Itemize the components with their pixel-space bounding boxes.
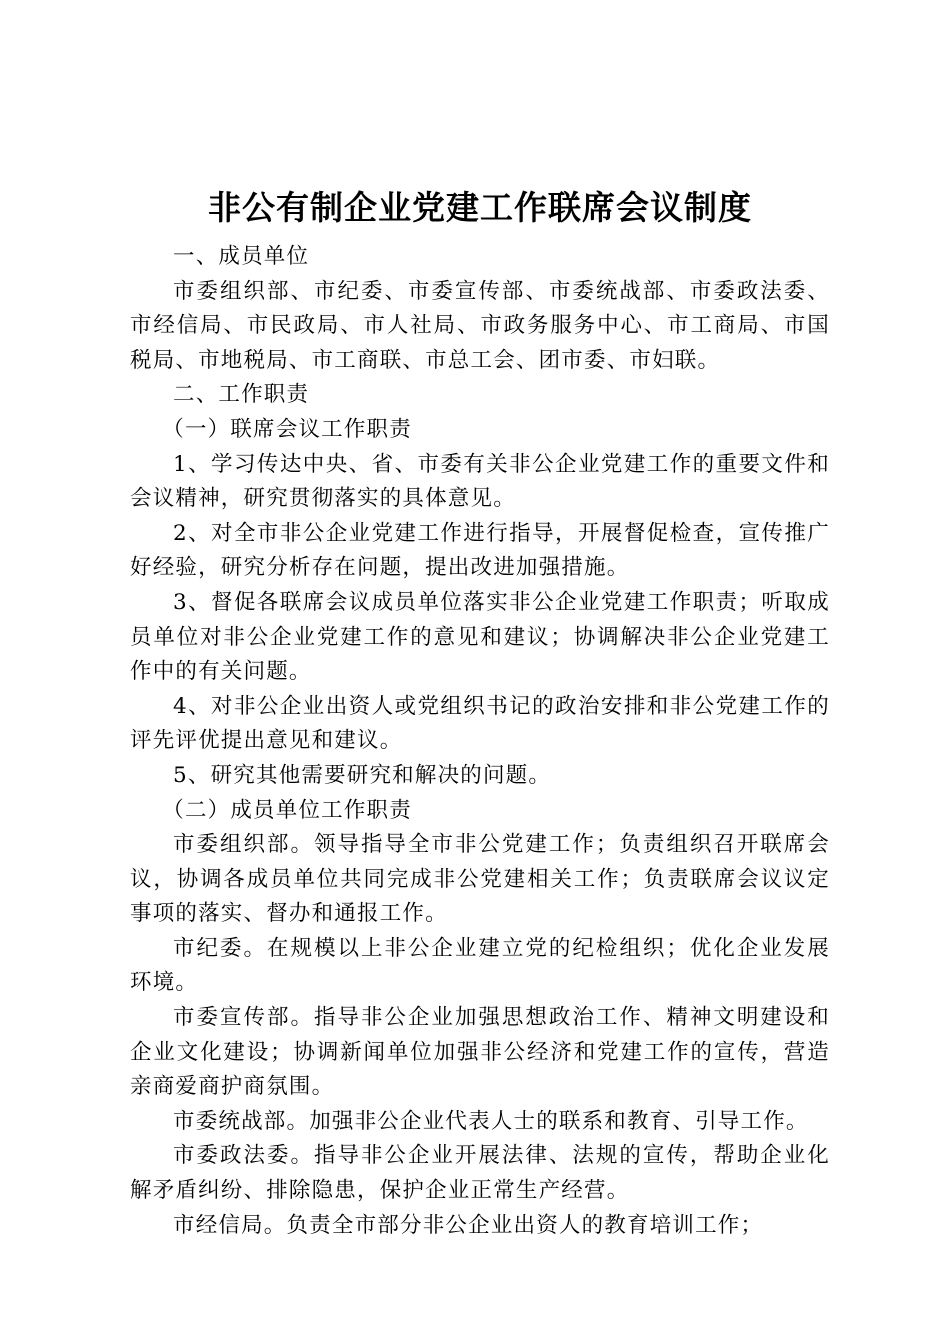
paragraph-section-2-heading: 二、工作职责 [173,382,310,408]
document-page [130,180,830,1243]
paragraph-discipline-commission: 市纪委。在规模以上非公企业建立党的纪检组织；优化企业发展环境。 [130,935,830,996]
paragraph-duty-3: 3、督促各联席会议成员单位落实非公企业党建工作职责；听取成员单位对非公企业党建工作的意见和建议；协调解决非公企业党建工作中的有关问题。 [130,589,830,685]
paragraph-member-units: 市委组织部、市纪委、市委宣传部、市委统战部、市委政法委、市经信局、市民政局、市人社局、市政务服务中心、市工商局、市国税局、市地税局、市工商联、市总工会、团市委、市妇联。 [130,278,830,373]
paragraph-section-1-heading: 一、成员单位 [173,244,310,269]
paragraph-duty-1: 1、学习传达中央、省、市委有关非公企业党建工作的重要文件和会议精神，研究贯彻落实的具体意见。 [130,451,830,512]
paragraph-publicity-department: 市委宣传部。指导非公企业加强思想政治工作、精神文明建设和企业文化建设；协调新闻单位加强非公经济和党建工作的宣传，营造亲商爱商护商氛围。 [130,1005,830,1100]
paragraph-duty-4: 4、对非公企业出资人或党组织书记的政治安排和非公党建工作的评先评优提出意见和建议。 [130,693,830,754]
paragraph-org-department: 市委组织部。领导指导全市非公党建工作；负责组织召开联席会议，协调各成员单位共同完成非公党建相关工作；负责联席会议议定事项的落实、督办和通报工作。 [130,832,830,927]
paragraph-duty-5: 5、研究其他需要研究和解决的问题。 [173,762,552,788]
paragraph-duty-2: 2、对全市非公企业党建工作进行指导，开展督促检查，宣传推广好经验，研究分析存在问题，提出改进加强措施。 [130,520,830,581]
document-title: 非公有制企业党建工作联席会议制度 [208,188,752,227]
paragraph-united-front-department: 市委统战部。加强非公企业代表人士的联系和教育、引导工作。 [173,1108,809,1134]
paragraph-political-legal-commission: 市委政法委。指导非公企业开展法律、法规的宣传，帮助企业化解矛盾纠纷、排除隐患，保护企业正常生产经营。 [130,1143,830,1204]
document-body [130,240,830,1243]
paragraph-subsection-1-heading: （一）联席会议工作职责 [162,416,412,442]
paragraph-subsection-2-heading: （二）成员单位工作职责 [162,797,412,823]
paragraph-economy-info-bureau: 市经信局。负责全市部分非公企业出资人的教育培训工作； [173,1212,764,1238]
